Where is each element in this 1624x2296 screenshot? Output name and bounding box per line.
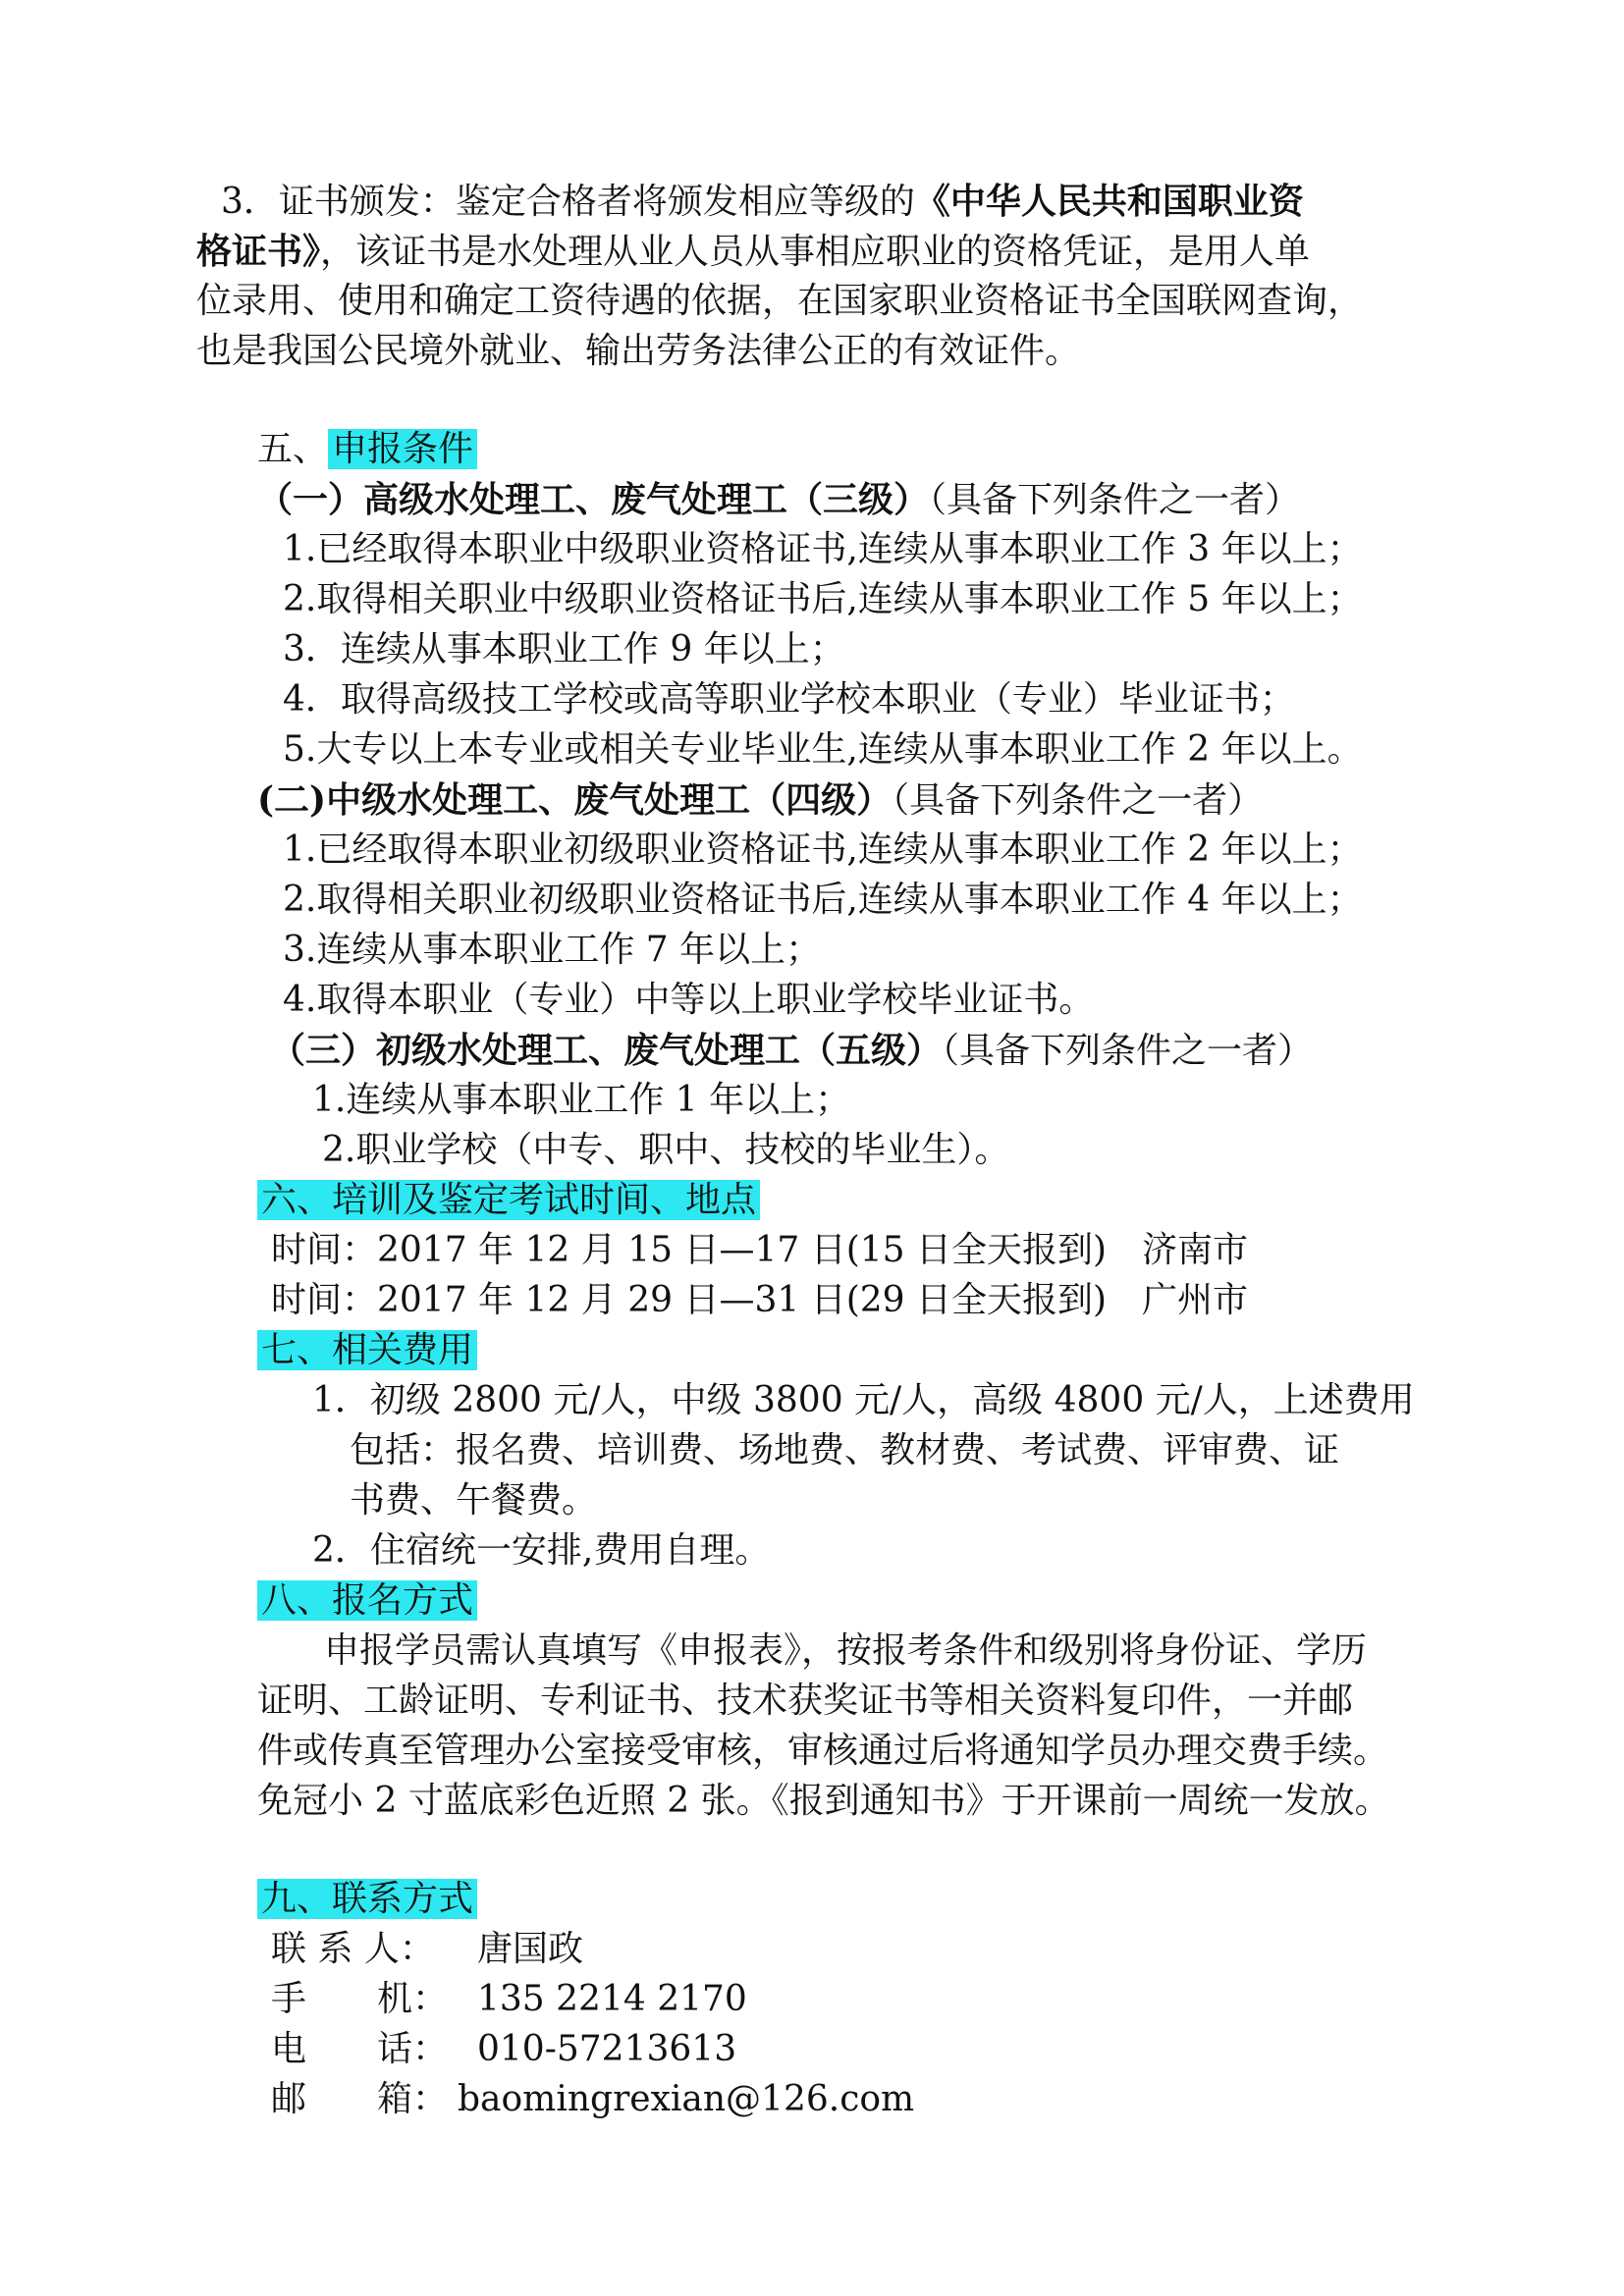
group-1-note: （具备下列条件之一者） [929,480,1301,520]
cert-issue-text-2: ，该证书是水处理从业人员从事相应职业的资格凭证，是用人单 [320,232,1311,272]
schedule-row-guangzhou: 时间：2017 年 12 月 29 日—31 日(29 日全天报到) 广州市 [271,1280,1249,1320]
section-6-heading [257,1176,760,1225]
section-6-title: 六、培训及鉴定考试时间、地点 [257,1180,760,1220]
group-3-item-1: 1.连续从事本职业工作 1 年以上； [312,1080,851,1120]
group-2-note: （具备下列条件之一者） [892,780,1264,821]
group-3-title [270,1026,1313,1076]
cert-name-bold-1: 《中华人民共和国职业资 [914,181,1304,222]
group-2-item-2: 2.取得相关职业初级职业资格证书后,连续从事本职业工作 4 年以上； [283,880,1363,920]
section-8-heading [257,1576,477,1626]
section-9-heading [257,1875,477,1924]
group-2-title-text: (二)中级水处理工、废气处理工（四级） [257,779,893,821]
contact-email-row [271,2075,914,2124]
contact-phone-value: 010-57213613 [477,2029,737,2069]
signup-line-3: 件或传真至管理办公室接受审核，审核通过后将通知学员办理交费手续。 [257,1731,1389,1771]
group-3-note: （具备下列条件之一者） [942,1031,1314,1071]
group-1-item-5: 5.大专以上本专业或相关专业毕业生,连续从事本职业工作 2 年以上。 [283,729,1363,770]
fee-item-1-line-3: 书费、午餐费。 [350,1480,598,1521]
group-1-title-text: （一）高级水处理工、废气处理工（三级） [257,479,930,520]
contact-email-link[interactable]: baomingrexian@126.com [458,2079,915,2119]
group-1-item-1: 1.已经取得本职业中级职业资格证书,连续从事本职业工作 3 年以上； [283,529,1363,569]
schedule-row-jinan: 时间：2017 年 12 月 15 日—17 日(15 日全天报到) 济南市 [271,1230,1249,1270]
contact-email-label: 邮 箱： [271,2079,449,2119]
section-5-prefix: 五、 [257,429,329,469]
group-3-title-text: （三）初级水处理工、废气处理工（五级） [270,1030,943,1071]
contact-phone-row [271,2025,736,2074]
section-8-title: 八、报名方式 [257,1580,477,1621]
fee-item-1-line-2: 包括：报名费、培训费、场地费、教材费、考试费、评审费、证 [350,1430,1340,1470]
section-5-heading [257,425,477,474]
group-1-title [257,475,1300,525]
group-2-item-1: 1.已经取得本职业初级职业资格证书,连续从事本职业工作 2 年以上； [283,829,1363,870]
contact-person-value: 唐国政 [477,1929,584,1969]
signup-line-2: 证明、工龄证明、专利证书、技术获奖证书等相关资料复印件，一并邮 [257,1681,1354,1721]
section-9-title: 九、联系方式 [257,1879,477,1919]
signup-line-4: 免冠小 2 寸蓝底彩色近照 2 张。《报到通知书》于开课前一周统一发放。 [257,1781,1390,1821]
cert-issue-line-3: 位录用、使用和确定工资待遇的依据，在国家职业资格证书全国联网查询， [196,281,1364,321]
section-7-title: 七、相关费用 [257,1330,477,1370]
contact-mobile-row [271,1975,747,2024]
group-1-item-4: 4．取得高级技工学校或高等职业学校本职业（专业）毕业证书； [283,679,1295,720]
fee-item-2: 2．住宿统一安排,费用自理。 [312,1530,771,1571]
group-3-item-2: 2.职业学校（中专、职中、技校的毕业生）。 [322,1130,1010,1170]
group-2-title [257,775,1263,826]
cert-issue-line-4: 也是我国公民境外就业、输出劳务法律公正的有效证件。 [196,331,1081,371]
section-7-heading [257,1326,477,1375]
group-2-item-4: 4.取得本职业（专业）中等以上职业学校毕业证书。 [283,980,1095,1020]
group-1-item-2: 2.取得相关职业中级职业资格证书后,连续从事本职业工作 5 年以上； [283,579,1363,619]
contact-mobile-label: 手 机： [271,1979,449,2019]
fee-item-1-line-1: 1．初级 2800 元/人，中级 3800 元/人，高级 4800 元/人，上述费用 [312,1380,1415,1420]
contact-person-row [271,1925,583,1974]
contact-phone-label: 电 话： [271,2029,449,2069]
contact-person-label: 联 系 人： [271,1929,435,1969]
cert-issue-line-2 [196,227,1310,277]
section-5-title: 申报条件 [328,429,477,469]
cert-issue-text: 3．证书颁发：鉴定合格者将颁发相应等级的 [221,182,915,222]
contact-mobile-value: 135 2214 2170 [477,1979,747,2019]
signup-line-1: 申报学员需认真填写《申报表》，按报考条件和级别将身份证、学历 [324,1630,1368,1671]
cert-issue-line-1 [221,177,1304,227]
group-1-item-3: 3．连续从事本职业工作 9 年以上； [283,629,845,669]
group-2-item-3: 3.连续从事本职业工作 7 年以上； [283,930,822,970]
cert-name-bold-2: 格证书》 [196,231,321,272]
